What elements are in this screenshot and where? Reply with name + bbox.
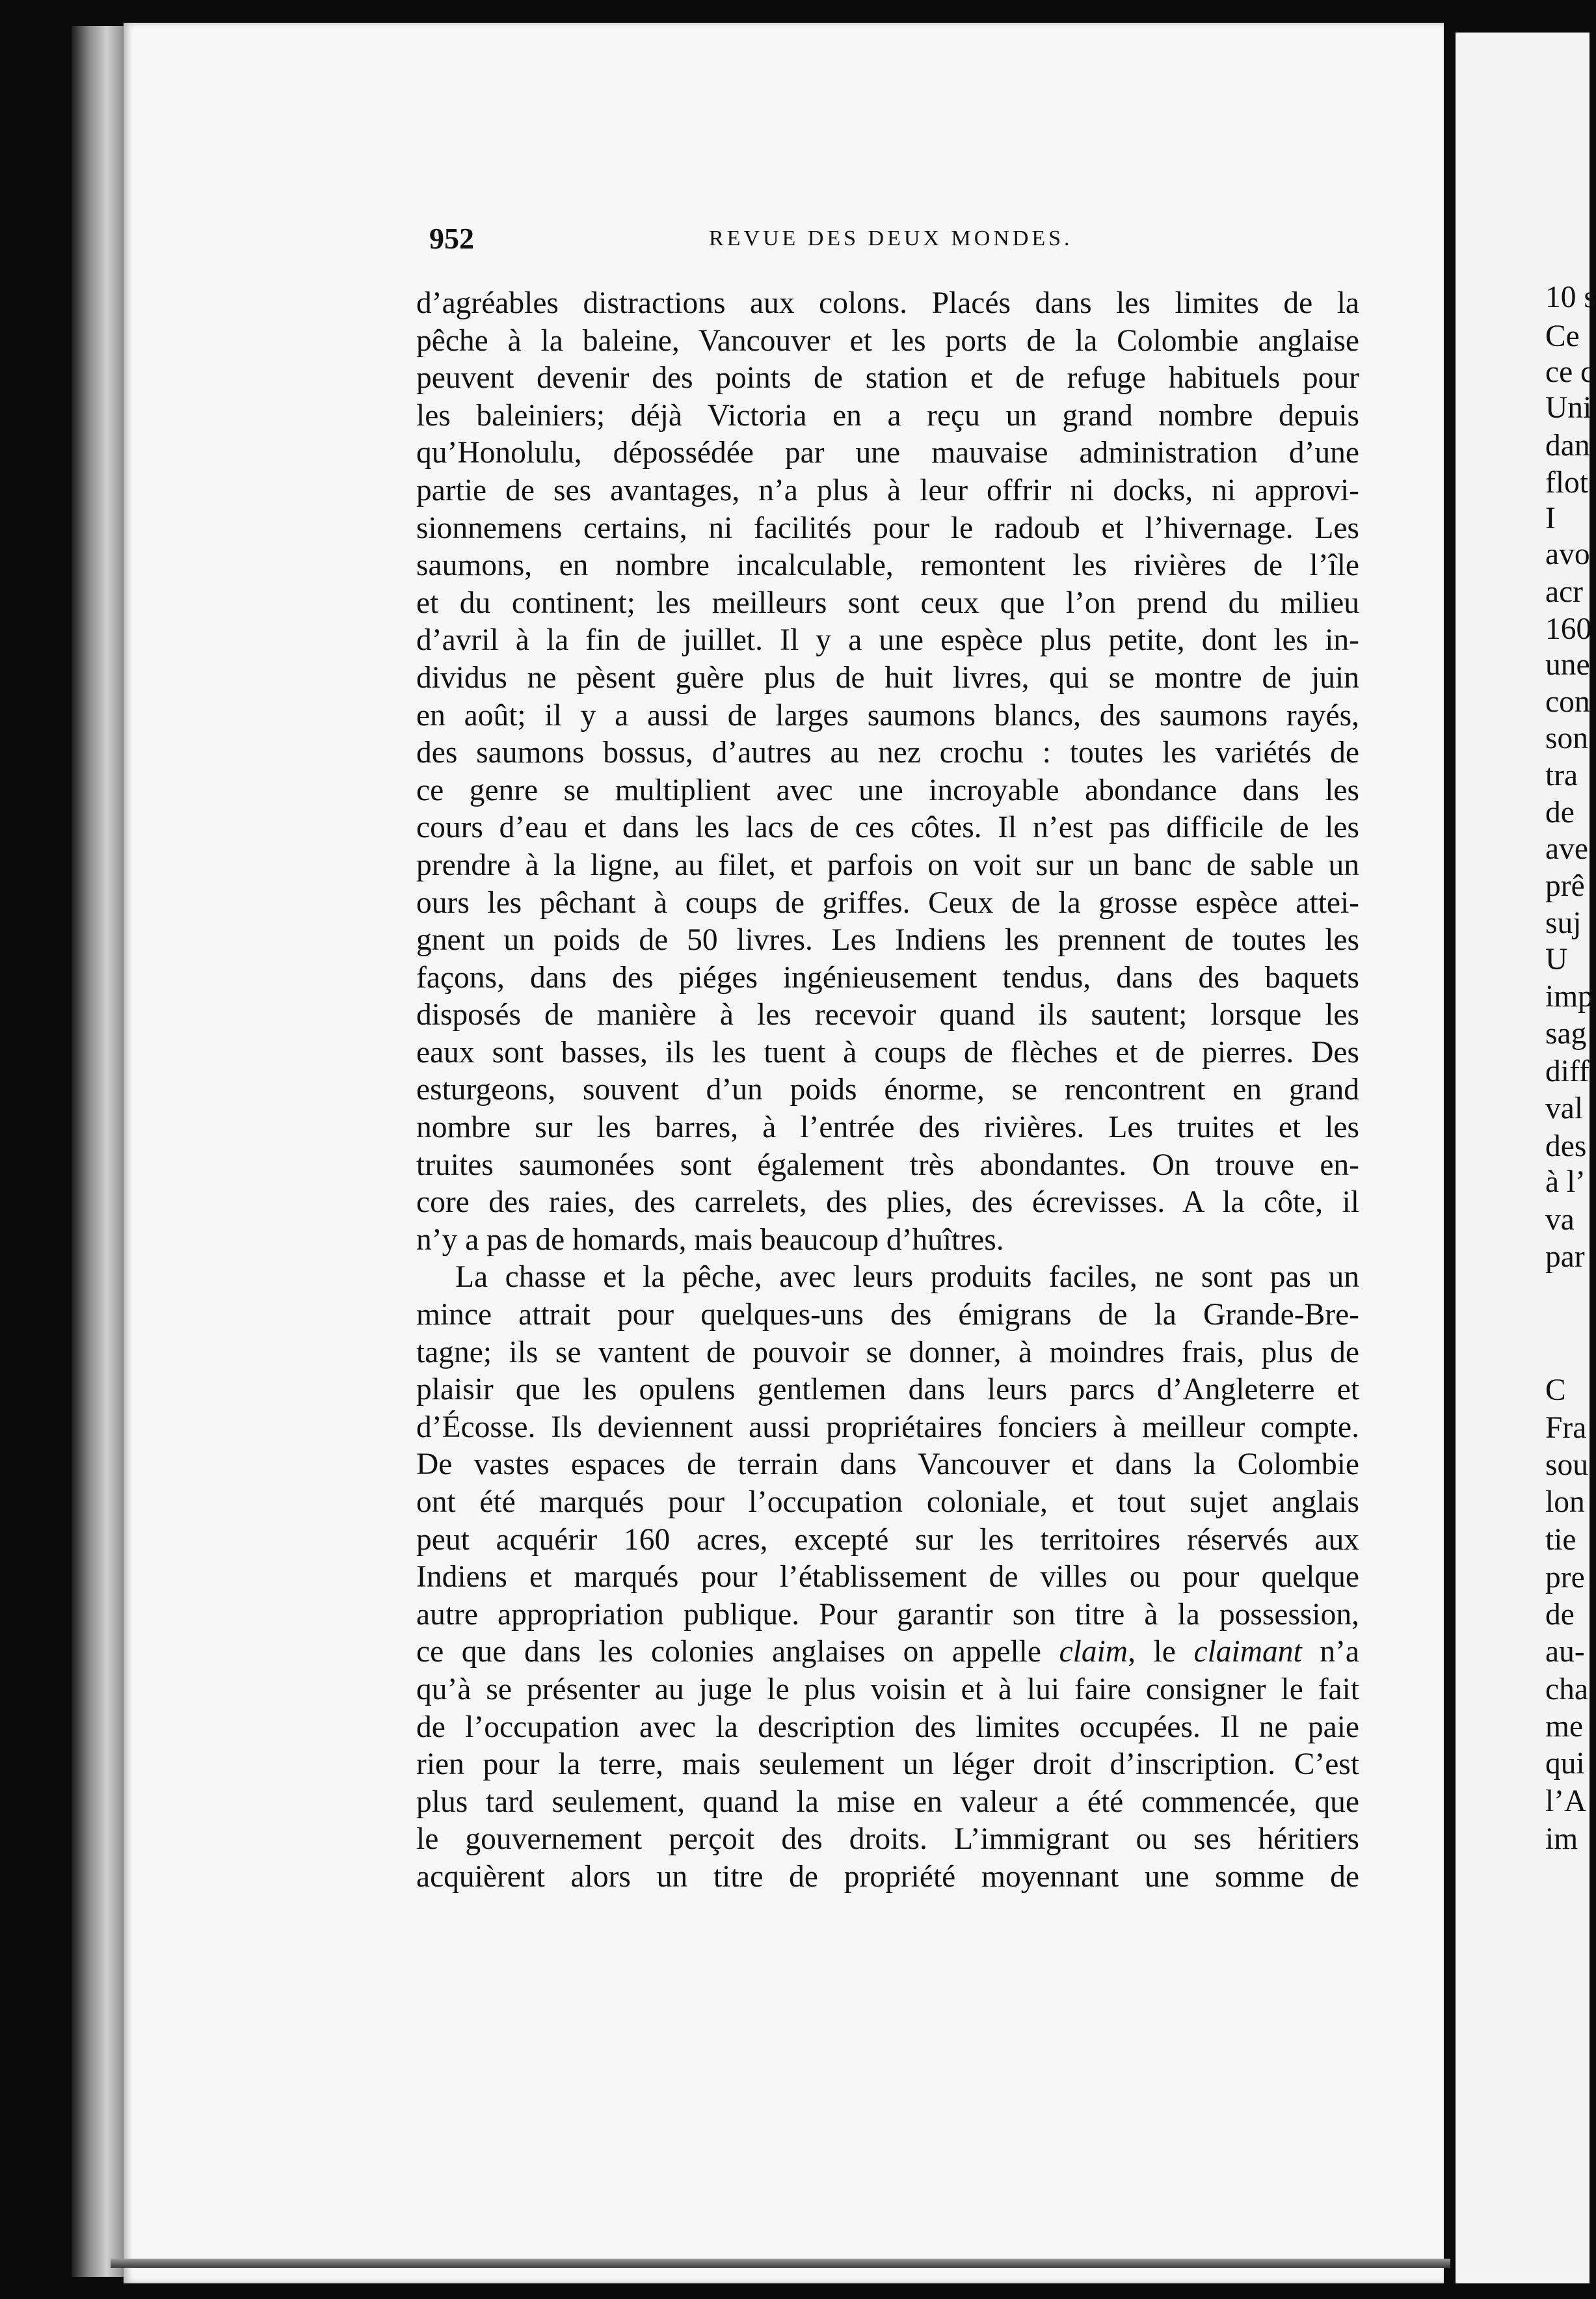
facing-text-fragment: imp [1545, 980, 1593, 1014]
text-line: ce genre se multiplient avec une incroyable abondance dans les [416, 773, 1359, 807]
facing-text-fragment: de [1545, 796, 1575, 829]
text-line: peut acquérir 160 acres, excepté sur les territoires réservés aux [416, 1522, 1359, 1557]
facing-text-fragment: à l’ [1545, 1165, 1586, 1199]
text-line: core des raies, des carrelets, des plies, des écrevisses. A la côte, il [416, 1185, 1359, 1220]
facing-text-fragment: diff [1545, 1055, 1589, 1088]
facing-text-fragment: suj [1545, 906, 1582, 940]
running-title: REVUE DES DEUX MONDES. [709, 226, 1073, 250]
text-line: Indiens et marqués pour l’établissement de villes ou pour quelque [416, 1560, 1359, 1594]
text-line: eaux sont basses, ils les tuent à coups de flèches et de pierres. Des [416, 1035, 1359, 1069]
facing-text-fragment: U [1545, 943, 1568, 976]
text-line: peuvent devenir des points de station et de refuge habituels pour [416, 361, 1359, 396]
facing-text-fragment: une [1545, 648, 1590, 682]
facing-text-fragment: pre [1545, 1561, 1585, 1594]
facing-text-fragment: con [1545, 685, 1590, 719]
text-line: prendre à la ligne, au filet, et parfois on voit sur un banc de sable un [416, 848, 1359, 882]
page-number: 952 [429, 222, 474, 255]
facing-text-fragment: lon [1545, 1485, 1585, 1519]
text-line: et du continent; les meilleurs sont ceux que l’on prend du milieu [416, 585, 1359, 620]
facing-text-fragment: tra [1545, 759, 1578, 792]
text-line: cours d’eau et dans les lacs de ces côtes. Il n’est pas difficile de les [416, 811, 1359, 845]
facing-text-fragment: C [1545, 1373, 1566, 1407]
facing-text-fragment: ce c [1545, 355, 1595, 389]
text-line: ce que dans les colonies anglaises on appelle claim, le claimant n’a [416, 1635, 1359, 1669]
facing-text-fragment: des [1545, 1129, 1587, 1163]
facing-text-fragment: tie [1545, 1523, 1576, 1557]
facing-text-fragment: dan [1545, 429, 1590, 463]
text-line: partie de ses avantages, n’a plus à leur offrir ni docks, ni approvi- [416, 473, 1359, 507]
text-line: qu’à se présenter au juge le plus voisin et à lui faire consigner le fait [416, 1672, 1359, 1706]
facing-text-fragment: l’A [1545, 1784, 1587, 1818]
text-line: ours les pêchant à coups de griffes. Ceux de la grosse espèce attei- [416, 885, 1359, 920]
facing-page-edge [1456, 33, 1596, 2283]
book-spine [72, 26, 130, 2277]
text-line: tagne; ils se vantent de pouvoir se donner, à moindres frais, plus de [416, 1335, 1359, 1369]
text-line: saumons, en nombre incalculable, remontent les rivières de l’île [416, 548, 1359, 583]
text-line: les baleiniers; déjà Victoria en a reçu un grand nombre depuis [416, 398, 1359, 433]
facing-text-fragment: Fra [1545, 1411, 1587, 1445]
text-line: esturgeons, souvent d’un poids énorme, se rencontrent en grand [416, 1073, 1359, 1107]
facing-text-fragment: flot [1545, 466, 1588, 500]
text-line: acquièrent alors un titre de propriété moyennant une somme de [416, 1859, 1359, 1894]
facing-text-fragment: 10 s [1545, 280, 1596, 314]
text-line: De vastes espaces de terrain dans Vancouver et dans la Colombie [416, 1447, 1359, 1482]
text-line: truites saumonées sont également très abondantes. On trouve en- [416, 1148, 1359, 1182]
text-line: sionnemens certains, ni facilités pour le radoub et l’hivernage. Les [416, 511, 1359, 545]
facing-text-fragment: Ce [1545, 319, 1580, 353]
facing-text-fragment: avo [1545, 537, 1590, 571]
text-line: rien pour la terre, mais seulement un léger droit d’inscription. C’est [416, 1747, 1359, 1782]
facing-page-text [1456, 33, 1596, 2283]
text-line: plus tard seulement, quand la mise en valeur a été commencée, que [416, 1784, 1359, 1819]
page-header [429, 221, 1359, 267]
body-text [416, 285, 1359, 1896]
facing-text-fragment: ave [1545, 832, 1588, 866]
text-line: plaisir que les opulens gentlemen dans leurs parcs d’Angleterre et [416, 1373, 1359, 1407]
text-line: dividus ne pèsent guère plus de huit livres, qui se montre de juin [416, 660, 1359, 695]
facing-text-fragment: sou [1545, 1448, 1588, 1482]
text-line: des saumons bossus, d’autres au nez crochu : toutes les variétés de [416, 736, 1359, 770]
facing-text-fragment: qui [1545, 1747, 1585, 1781]
facing-text-fragment: acr [1545, 575, 1583, 609]
text-line: n’y a pas de homards, mais beaucoup d’huîtres. [416, 1222, 1004, 1257]
text-line: autre appropriation publique. Pour garantir son titre à la possession, [416, 1597, 1359, 1632]
facing-text-fragment: au- [1545, 1635, 1585, 1669]
facing-text-fragment: son [1545, 721, 1588, 755]
text-line: pêche à la baleine, Vancouver et les ports de la Colombie anglaise [416, 323, 1359, 358]
text-line: façons, dans des piéges ingénieusement tendus, dans des baquets [416, 960, 1359, 995]
text-line: nombre sur les barres, à l’entrée des rivières. Les truites et les [416, 1110, 1359, 1145]
text-line: d’Écosse. Ils deviennent aussi propriétaires fonciers à meilleur compte. [416, 1410, 1359, 1444]
facing-text-fragment: va [1545, 1203, 1575, 1237]
facing-text-fragment: val [1545, 1092, 1584, 1125]
facing-text-fragment: sag [1545, 1017, 1587, 1051]
text-line: gnent un poids de 50 livres. Les Indiens les prennent de toutes les [416, 923, 1359, 958]
facing-text-fragment: par [1545, 1240, 1585, 1274]
text-line: le gouvernement perçoit des droits. L’immigrant ou ses héritiers [416, 1822, 1359, 1857]
facing-text-fragment: me [1545, 1710, 1584, 1743]
facing-text-fragment: Uni [1545, 391, 1592, 425]
text-line: en août; il y a aussi de larges saumons blancs, des saumons rayés, [416, 698, 1359, 733]
text-line: disposés de manière à les recevoir quand ils sautent; lorsque les [416, 998, 1359, 1032]
text-line: qu’Honolulu, dépossédée par une mauvaise administration d’une [416, 436, 1359, 470]
text-line: mince attrait pour quelques-uns des émigrans de la Grande-Bre- [416, 1298, 1359, 1332]
facing-text-fragment: prê [1545, 869, 1585, 903]
page-bottom-edge [111, 2259, 1450, 2268]
facing-text-fragment: de [1545, 1598, 1575, 1632]
text-line: ont été marqués pour l’occupation coloniale, et tout sujet anglais [416, 1485, 1359, 1519]
text-line: La chasse et la pêche, avec leurs produits faciles, ne sont pas un [455, 1260, 1359, 1295]
text-line: de l’occupation avec la description des limites occupées. Il ne paie [416, 1710, 1359, 1744]
facing-text-fragment: cha [1545, 1673, 1588, 1706]
text-line: d’avril à la fin de juillet. Il y a une espèce plus petite, dont les in- [416, 623, 1359, 658]
facing-text-fragment: 160 [1545, 612, 1592, 646]
text-line: d’agréables distractions aux colons. Placés dans les limites de la [416, 286, 1359, 320]
facing-text-fragment: im [1545, 1822, 1578, 1856]
facing-text-fragment: I [1545, 502, 1556, 535]
